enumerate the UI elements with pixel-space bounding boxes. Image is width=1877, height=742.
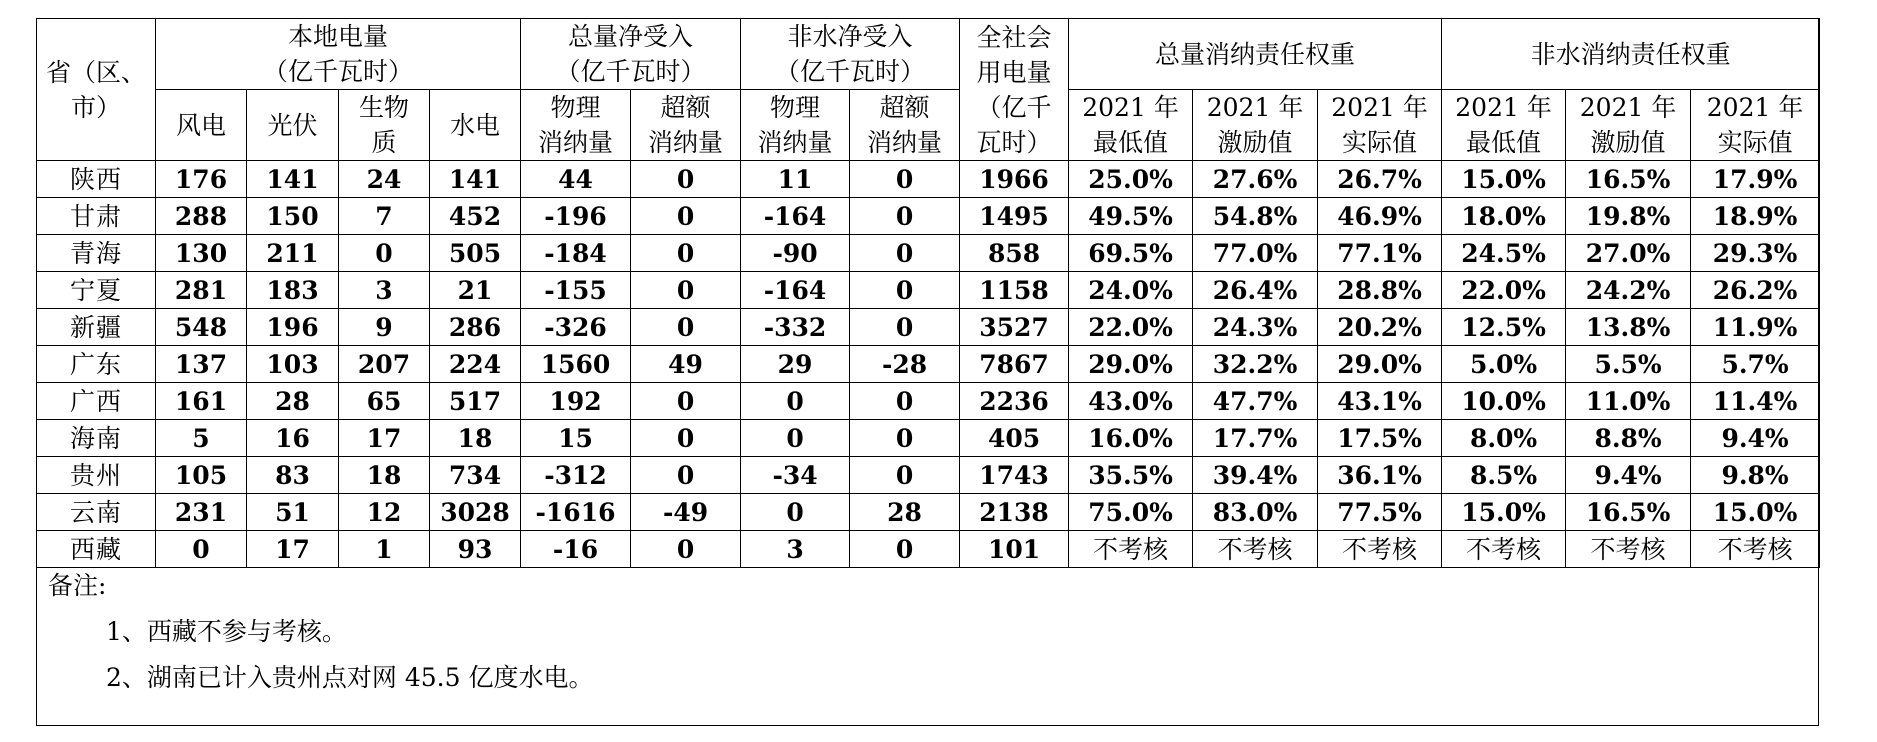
table-cell: 176 <box>156 161 247 198</box>
table-cell: 2236 <box>960 383 1069 420</box>
table-row <box>37 383 1820 420</box>
table-cell: 0 <box>631 161 741 198</box>
header-weight-col-6: 2021 年 实际值 <box>1691 90 1820 161</box>
table-cell: 35.5% <box>1069 457 1193 494</box>
header-net-col-2: 超额 消纳量 <box>631 90 741 161</box>
table-cell: 105 <box>156 457 247 494</box>
table-cell: 32.2% <box>1193 346 1318 383</box>
table-cell: 11 <box>741 161 850 198</box>
table-cell: 29 <box>741 346 850 383</box>
table-cell: 3 <box>741 531 850 568</box>
table-cell: 858 <box>960 235 1069 272</box>
table-cell: 1 <box>339 531 430 568</box>
header-province: 省（区、 市） <box>37 19 156 161</box>
table-cell: 29.0% <box>1069 346 1193 383</box>
table-cell: 49.5% <box>1069 198 1193 235</box>
table-cell: 0 <box>631 383 741 420</box>
table-cell: 25.0% <box>1069 161 1193 198</box>
table-cell: 28 <box>247 383 339 420</box>
province-cell: 宁夏 <box>37 272 156 309</box>
table-row <box>37 494 1820 531</box>
table-cell: 0 <box>741 383 850 420</box>
province-cell: 贵州 <box>37 457 156 494</box>
table-cell: 0 <box>631 272 741 309</box>
table-cell: -1616 <box>521 494 631 531</box>
table-cell: 0 <box>850 457 960 494</box>
table-cell: 不考核 <box>1069 531 1193 568</box>
table-cell: 207 <box>339 346 430 383</box>
table-cell: 10.0% <box>1442 383 1566 420</box>
header-weight-col-1: 2021 年 最低值 <box>1069 90 1193 161</box>
table-cell: 15 <box>521 420 631 457</box>
table-cell: 43.1% <box>1318 383 1442 420</box>
table-cell: 不考核 <box>1193 531 1318 568</box>
table-cell: -90 <box>741 235 850 272</box>
table-row <box>37 161 1820 198</box>
table-cell: 8.0% <box>1442 420 1566 457</box>
table-cell: 27.6% <box>1193 161 1318 198</box>
table-cell: 231 <box>156 494 247 531</box>
table-cell: 192 <box>521 383 631 420</box>
table-cell: 9.4% <box>1691 420 1820 457</box>
table-cell: 75.0% <box>1069 494 1193 531</box>
table-cell: 12.5% <box>1442 309 1566 346</box>
header-weight-col-2: 2021 年 激励值 <box>1193 90 1318 161</box>
table-cell: 11.9% <box>1691 309 1820 346</box>
province-cell: 陕西 <box>37 161 156 198</box>
header-total-weight: 总量消纳责任权重 <box>1069 19 1442 90</box>
header-net-col-3: 物理 消纳量 <box>741 90 850 161</box>
table-cell: 16.5% <box>1566 494 1691 531</box>
table-cell: 0 <box>850 309 960 346</box>
table-cell: 0 <box>631 457 741 494</box>
table-cell: 141 <box>430 161 521 198</box>
table-cell: 11.4% <box>1691 383 1820 420</box>
table-cell: 77.1% <box>1318 235 1442 272</box>
table-cell: 1158 <box>960 272 1069 309</box>
table-cell: -164 <box>741 272 850 309</box>
table-cell: 77.5% <box>1318 494 1442 531</box>
province-cell: 青海 <box>37 235 156 272</box>
header-local-col-3: 生物 质 <box>339 90 430 161</box>
province-cell: 广西 <box>37 383 156 420</box>
table-cell: 505 <box>430 235 521 272</box>
header-weight-col-3: 2021 年 实际值 <box>1318 90 1442 161</box>
header-total-net-import: 总量净受入 （亿千瓦时） <box>521 19 741 90</box>
table-cell: 49 <box>631 346 741 383</box>
table-cell: 65 <box>339 383 430 420</box>
notes-title: 备注: <box>48 571 107 600</box>
table-cell: -184 <box>521 235 631 272</box>
table-cell: 16.0% <box>1069 420 1193 457</box>
table-cell: 1966 <box>960 161 1069 198</box>
table-cell: 1495 <box>960 198 1069 235</box>
table-cell: 141 <box>247 161 339 198</box>
table-cell: 27.0% <box>1566 235 1691 272</box>
table-cell: 7 <box>339 198 430 235</box>
table-cell: 22.0% <box>1442 272 1566 309</box>
table-row <box>37 198 1820 235</box>
table-cell: 18 <box>339 457 430 494</box>
header-net-col-4: 超额 消纳量 <box>850 90 960 161</box>
table-cell: 36.1% <box>1318 457 1442 494</box>
province-cell: 甘肃 <box>37 198 156 235</box>
table-cell: 224 <box>430 346 521 383</box>
table-cell: 0 <box>156 531 247 568</box>
table-cell: 69.5% <box>1069 235 1193 272</box>
note-item-1: 1、西藏不参与考核。 <box>106 617 347 646</box>
table-cell: 15.0% <box>1442 161 1566 198</box>
table-cell: 24 <box>339 161 430 198</box>
header-local-col-1: 风电 <box>156 90 247 161</box>
table-cell: 18.9% <box>1691 198 1820 235</box>
table-cell: 0 <box>850 235 960 272</box>
table-cell: 54.8% <box>1193 198 1318 235</box>
table-cell: 1743 <box>960 457 1069 494</box>
table-cell: 1560 <box>521 346 631 383</box>
table-cell: 452 <box>430 198 521 235</box>
table-cell: 29.3% <box>1691 235 1820 272</box>
table-cell: 103 <box>247 346 339 383</box>
table-cell: 不考核 <box>1691 531 1820 568</box>
table-cell: 286 <box>430 309 521 346</box>
table-cell: 18 <box>430 420 521 457</box>
table-cell: 18.0% <box>1442 198 1566 235</box>
table-cell: 83.0% <box>1193 494 1318 531</box>
table-cell: 517 <box>430 383 521 420</box>
table-cell: -164 <box>741 198 850 235</box>
table-cell: 16 <box>247 420 339 457</box>
table-cell: 5.7% <box>1691 346 1820 383</box>
province-cell: 云南 <box>37 494 156 531</box>
table-cell: 0 <box>631 420 741 457</box>
table-cell: 26.2% <box>1691 272 1820 309</box>
header-society-consumption: 全社会 用电量 （亿千 瓦时） <box>960 19 1069 161</box>
table-cell: 2138 <box>960 494 1069 531</box>
table-cell: 9 <box>339 309 430 346</box>
header-nonhydro-net-import: 非水净受入 （亿千瓦时） <box>741 19 960 90</box>
table-row <box>37 235 1820 272</box>
table-cell: 47.7% <box>1193 383 1318 420</box>
table-cell: 137 <box>156 346 247 383</box>
table-cell: -49 <box>631 494 741 531</box>
table-cell: 161 <box>156 383 247 420</box>
table-cell: 3028 <box>430 494 521 531</box>
table-row <box>37 531 1820 568</box>
table-cell: 0 <box>850 531 960 568</box>
table-cell: 不考核 <box>1318 531 1442 568</box>
table-cell: 0 <box>631 531 741 568</box>
table-row <box>37 309 1820 346</box>
table-cell: 0 <box>741 494 850 531</box>
table-row <box>37 457 1820 494</box>
table-row <box>37 346 1820 383</box>
table-cell: 43.0% <box>1069 383 1193 420</box>
province-cell: 海南 <box>37 420 156 457</box>
table-cell: 183 <box>247 272 339 309</box>
header-net-col-1: 物理 消纳量 <box>521 90 631 161</box>
table-cell: 22.0% <box>1069 309 1193 346</box>
table-cell: 29.0% <box>1318 346 1442 383</box>
table-cell: 3 <box>339 272 430 309</box>
header-local-power: 本地电量 （亿千瓦时） <box>156 19 521 90</box>
table-cell: 0 <box>631 309 741 346</box>
table-cell: 5.0% <box>1442 346 1566 383</box>
table-cell: -16 <box>521 531 631 568</box>
table-cell: -155 <box>521 272 631 309</box>
table-cell: 3527 <box>960 309 1069 346</box>
table-row <box>37 420 1820 457</box>
table-cell: 46.9% <box>1318 198 1442 235</box>
table-cell: 24.2% <box>1566 272 1691 309</box>
table-cell: -326 <box>521 309 631 346</box>
table-cell: 288 <box>156 198 247 235</box>
table-cell: 281 <box>156 272 247 309</box>
table-cell: 19.8% <box>1566 198 1691 235</box>
table-cell: 39.4% <box>1193 457 1318 494</box>
table-cell: 11.0% <box>1566 383 1691 420</box>
table-cell: 0 <box>850 161 960 198</box>
table-cell: 13.8% <box>1566 309 1691 346</box>
table-cell: 9.8% <box>1691 457 1820 494</box>
table-cell: 24.5% <box>1442 235 1566 272</box>
table-cell: 17.5% <box>1318 420 1442 457</box>
table-cell: 28 <box>850 494 960 531</box>
table-cell: -196 <box>521 198 631 235</box>
table-cell: 405 <box>960 420 1069 457</box>
table-cell: 211 <box>247 235 339 272</box>
table-cell: 51 <box>247 494 339 531</box>
table-cell: 0 <box>631 198 741 235</box>
table-cell: 15.0% <box>1442 494 1566 531</box>
province-cell: 新疆 <box>37 309 156 346</box>
table-cell: 15.0% <box>1691 494 1820 531</box>
table-cell: 130 <box>156 235 247 272</box>
table-cell: 16.5% <box>1566 161 1691 198</box>
table-cell: 12 <box>339 494 430 531</box>
header-local-col-2: 光伏 <box>247 90 339 161</box>
table-cell: 548 <box>156 309 247 346</box>
table-cell: 734 <box>430 457 521 494</box>
table-cell: 28.8% <box>1318 272 1442 309</box>
table-cell: 0 <box>850 383 960 420</box>
table-cell: 17 <box>247 531 339 568</box>
table-cell: -28 <box>850 346 960 383</box>
table-cell: 不考核 <box>1566 531 1691 568</box>
note-item-2: 2、湖南已计入贵州点对网 45.5 亿度水电。 <box>106 663 594 692</box>
table-cell: 83 <box>247 457 339 494</box>
table-cell: 0 <box>339 235 430 272</box>
table-cell: 8.5% <box>1442 457 1566 494</box>
table-cell: -312 <box>521 457 631 494</box>
header-weight-col-4: 2021 年 最低值 <box>1442 90 1566 161</box>
table-cell: 24.3% <box>1193 309 1318 346</box>
province-cell: 广东 <box>37 346 156 383</box>
table-cell: 17 <box>339 420 430 457</box>
header-weight-col-5: 2021 年 激励值 <box>1566 90 1691 161</box>
table-row <box>37 272 1820 309</box>
table-cell: 17.9% <box>1691 161 1820 198</box>
table-cell: 0 <box>850 272 960 309</box>
table-cell: 21 <box>430 272 521 309</box>
quota-table <box>36 18 1820 568</box>
table-cell: 77.0% <box>1193 235 1318 272</box>
table-cell: 0 <box>631 235 741 272</box>
header-local-col-4: 水电 <box>430 90 521 161</box>
table-cell: 9.4% <box>1566 457 1691 494</box>
province-cell: 西藏 <box>37 531 156 568</box>
table-cell: 26.7% <box>1318 161 1442 198</box>
table-cell: 150 <box>247 198 339 235</box>
table-cell: 26.4% <box>1193 272 1318 309</box>
table-cell: 196 <box>247 309 339 346</box>
table-cell: 5.5% <box>1566 346 1691 383</box>
table-cell: 0 <box>741 420 850 457</box>
table-cell: 0 <box>850 420 960 457</box>
table-cell: 17.7% <box>1193 420 1318 457</box>
table-cell: -332 <box>741 309 850 346</box>
table-cell: 8.8% <box>1566 420 1691 457</box>
table-cell: 93 <box>430 531 521 568</box>
table-cell: 不考核 <box>1442 531 1566 568</box>
table-cell: 20.2% <box>1318 309 1442 346</box>
table-cell: 44 <box>521 161 631 198</box>
table-cell: 5 <box>156 420 247 457</box>
table-cell: -34 <box>741 457 850 494</box>
table-cell: 0 <box>850 198 960 235</box>
table-cell: 101 <box>960 531 1069 568</box>
table-cell: 24.0% <box>1069 272 1193 309</box>
table-cell: 7867 <box>960 346 1069 383</box>
header-nonhydro-weight: 非水消纳责任权重 <box>1442 19 1820 90</box>
